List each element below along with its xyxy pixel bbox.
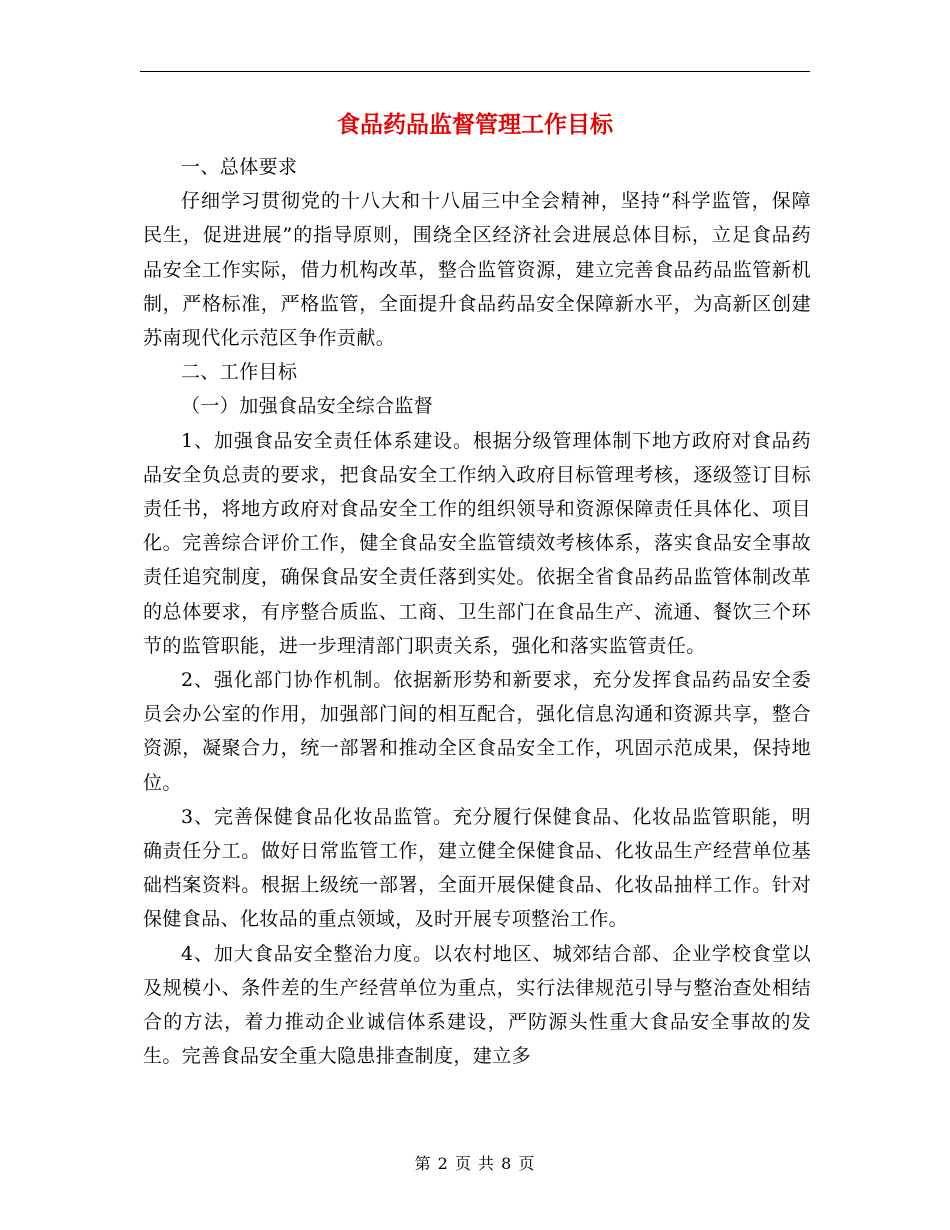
paragraph-item-1: 1、加强食品安全责任体系建设。根据分级管理体制下地方政府对食品药品安全负总责的要求，把食品安全工作纳入政府目标管理考核，逐级签订目标责任书，将地方政府对食品安全工作的组织领导和资源保障责任具体化、项目化。完善综合评价工作，健全食品安全监管绩效考核体系，落实食品安全事故责任追究制度，确保食品安全责任落到实处。依据全省食品药品监管体制改革的总体要求，有序整合质监、工商、卫生部门在食品生产、流通、餐饮三个环节的监管职能，进一步理清部门职责关系，强化和落实监管责任。 (143, 429, 811, 657)
footer-total-pages: 8 (501, 1154, 513, 1173)
footer-suffix: 页 (518, 1154, 536, 1173)
paragraph-item-2: 2、强化部门协作机制。依据新形势和新要求，充分发挥食品药品安全委员会办公室的作用，加强部门间的相互配合，强化信息沟通和资源共享，整合资源，凝聚合力，统一部署和推动全区食品安全工作，巩固示范成果，保持地位。 (143, 669, 811, 794)
footer-page-number: 2 (437, 1154, 449, 1173)
subsection-heading-food-safety: （一）加强食品安全综合监督 (181, 395, 434, 418)
section-heading-goals: 二、工作目标 (181, 361, 298, 384)
paragraph-general-requirements: 仔细学习贯彻党的十八大和十八届三中全会精神，坚持“科学监管，保障民生，促进进展”的指导原则，围绕全区经济社会进展总体目标，立足食品药品安全工作实际，借力机构改革，整合监管资源，建立完善食品药品监管新机制，严格标准，严格监管，全面提升食品药品安全保障新水平，为高新区创建苏南现代化示范区争作贡献。 (143, 190, 811, 350)
paragraph-item-3: 3、完善保健食品化妆品监管。充分履行保健食品、化妆品监管职能，明确责任分工。做好日常监管工作，建立健全保健食品、化妆品生产经营单位基础档案资料。根据上级统一部署，全面开展保健食品、化妆品抽样工作。针对保健食品、化妆品的重点领域，及时开展专项整治工作。 (143, 805, 811, 931)
footer-middle: 页 共 (454, 1154, 496, 1173)
header-rule (140, 71, 810, 72)
footer-prefix: 第 (414, 1154, 432, 1173)
page-footer (0, 1152, 950, 1176)
paragraph-item-4: 4、加大食品安全整治力度。以农村地区、城郊结合部、企业学校食堂以及规模小、条件差的生产经营单位为重点，实行法律规范引导与整治查处相结合的方法，着力推动企业诚信体系建设，严防源头性重大食品安全事故的发生。完善食品安全重大隐患排查制度，建立多 (143, 942, 811, 1068)
document-title: 食品药品监督管理工作目标 (337, 111, 613, 138)
section-heading-general: 一、总体要求 (181, 156, 298, 178)
document-body (143, 150, 811, 1073)
